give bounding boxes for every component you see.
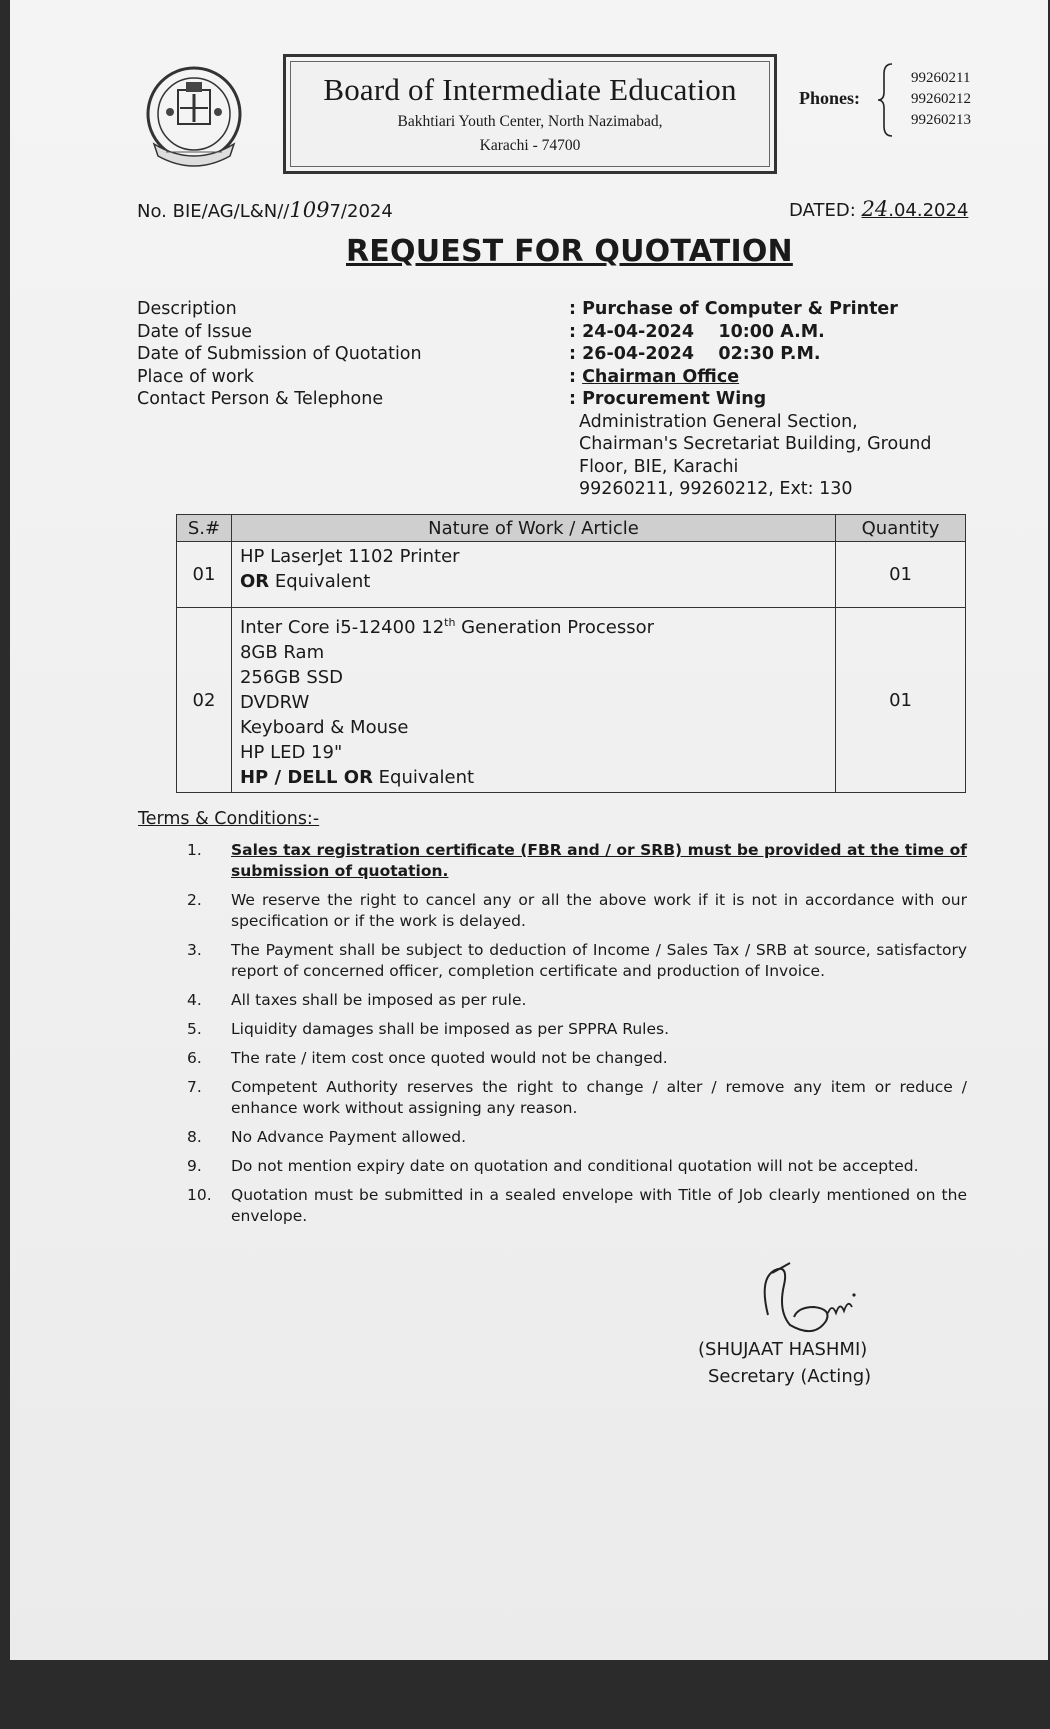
cell-sn: 02 bbox=[177, 608, 232, 793]
contact-phones: 99260211, 99260212, Ext: 130 bbox=[579, 479, 853, 499]
term-item: 8. No Advance Payment allowed. bbox=[187, 1128, 467, 1146]
handwritten-day: 24 bbox=[861, 197, 889, 221]
col-header-sn: S.# bbox=[177, 515, 232, 542]
table-row bbox=[177, 542, 966, 608]
term-item: 9. Do not mention expiry date on quotation and conditional quotation will not be accepted. bbox=[187, 1157, 919, 1175]
board-address-line1: Bakhtiari Youth Center, North Nazimabad, bbox=[397, 113, 663, 130]
label-submission-date: Date of Submission of Quotation bbox=[137, 344, 422, 364]
cell-article: HP LaserJet 1102 Printer OR Equivalent bbox=[231, 542, 835, 608]
col-header-nature: Nature of Work / Article bbox=[231, 515, 835, 542]
dated: DATED: 24.04.2024 bbox=[789, 197, 969, 221]
terms-list bbox=[187, 840, 967, 1235]
board-logo-seal bbox=[140, 64, 248, 172]
term-item: 2. We reserve the right to cancel any or all the above work if it is not in accordance with our specification or if the work is delayed. bbox=[187, 891, 967, 930]
table-row bbox=[177, 608, 966, 793]
col-header-quantity: Quantity bbox=[836, 515, 966, 542]
terms-heading: Terms & Conditions:- bbox=[138, 809, 320, 829]
value-description: : Purchase of Computer & Printer bbox=[569, 299, 898, 319]
signatory-name: (SHUJAAT HASHMI) bbox=[698, 1339, 868, 1360]
board-address-line2: Karachi - 74700 bbox=[479, 137, 581, 154]
document-title: REQUEST FOR QUOTATION bbox=[346, 234, 793, 269]
phone-number: 99260212 bbox=[911, 91, 971, 107]
brace-icon bbox=[876, 62, 894, 138]
cell-quantity: 01 bbox=[836, 542, 966, 608]
contact-address-line: Floor, BIE, Karachi bbox=[579, 456, 739, 477]
handwritten-ref: 109 bbox=[289, 198, 330, 222]
term-item: 6. The rate / item cost once quoted would not be changed. bbox=[187, 1049, 668, 1067]
items-table bbox=[176, 514, 966, 793]
board-name: Board of Intermediate Education bbox=[323, 72, 737, 107]
value-contact: : Procurement Wing bbox=[569, 389, 767, 409]
cell-sn: 01 bbox=[177, 542, 232, 608]
detail-values bbox=[569, 298, 932, 501]
value-submission-date: : 26-04-2024 02:30 P.M. bbox=[569, 344, 821, 364]
cell-article: Inter Core i5-12400 12th Generation Processor 8GB Ram 256GB SSD DVDRW Keyboard & Mouse HP LED 19" HP / DELL OR Equivalent bbox=[231, 608, 835, 793]
contact-address-line: Chairman's Secretariat Building, Ground bbox=[579, 434, 932, 454]
signatory-designation: Secretary (Acting) bbox=[708, 1366, 872, 1387]
term-item: 10. Quotation must be submitted in a sealed envelope with Title of Job clearly mentioned on the envelope. bbox=[187, 1186, 967, 1225]
term-item: 4. All taxes shall be imposed as per rule. bbox=[187, 991, 527, 1009]
letterhead-box bbox=[283, 54, 777, 174]
detail-labels bbox=[137, 298, 422, 411]
label-contact-person: Contact Person & Telephone bbox=[137, 389, 384, 409]
label-description: Description bbox=[137, 299, 237, 319]
reference-number: No. BIE/AG/L&N//1097/2024 bbox=[137, 198, 393, 222]
term-item: 1. Sales tax registration certificate (FBR and / or SRB) must be provided at the time of submission of quotation. bbox=[187, 841, 967, 880]
term-item: 3. The Payment shall be subject to deduction of Income / Sales Tax / SRB at source, satisfactory report of concerned officer, completion certificate and production of Invoice. bbox=[187, 941, 967, 980]
value-place-of-work: : Chairman Office bbox=[569, 366, 740, 387]
handwritten-signature bbox=[728, 1255, 868, 1345]
phone-number: 99260213 bbox=[911, 112, 971, 128]
phones-label: Phones: bbox=[799, 88, 861, 108]
value-date-of-issue: : 24-04-2024 10:00 A.M. bbox=[569, 321, 825, 342]
table-header-row bbox=[177, 515, 966, 542]
phone-number: 99260211 bbox=[911, 70, 971, 86]
label-date-of-issue: Date of Issue bbox=[137, 321, 253, 342]
contact-address-line: Administration General Section, bbox=[579, 411, 858, 432]
phone-numbers bbox=[911, 68, 971, 131]
term-item: 7. Competent Authority reserves the right to change / alter / remove any item or reduce / enhance work without assigning any reason. bbox=[187, 1078, 967, 1117]
label-place-of-work: Place of work bbox=[137, 366, 254, 387]
document-page bbox=[10, 0, 1048, 1660]
term-item: 5. Liquidity damages shall be imposed as per SPPRA Rules. bbox=[187, 1020, 670, 1038]
cell-quantity: 01 bbox=[836, 608, 966, 793]
